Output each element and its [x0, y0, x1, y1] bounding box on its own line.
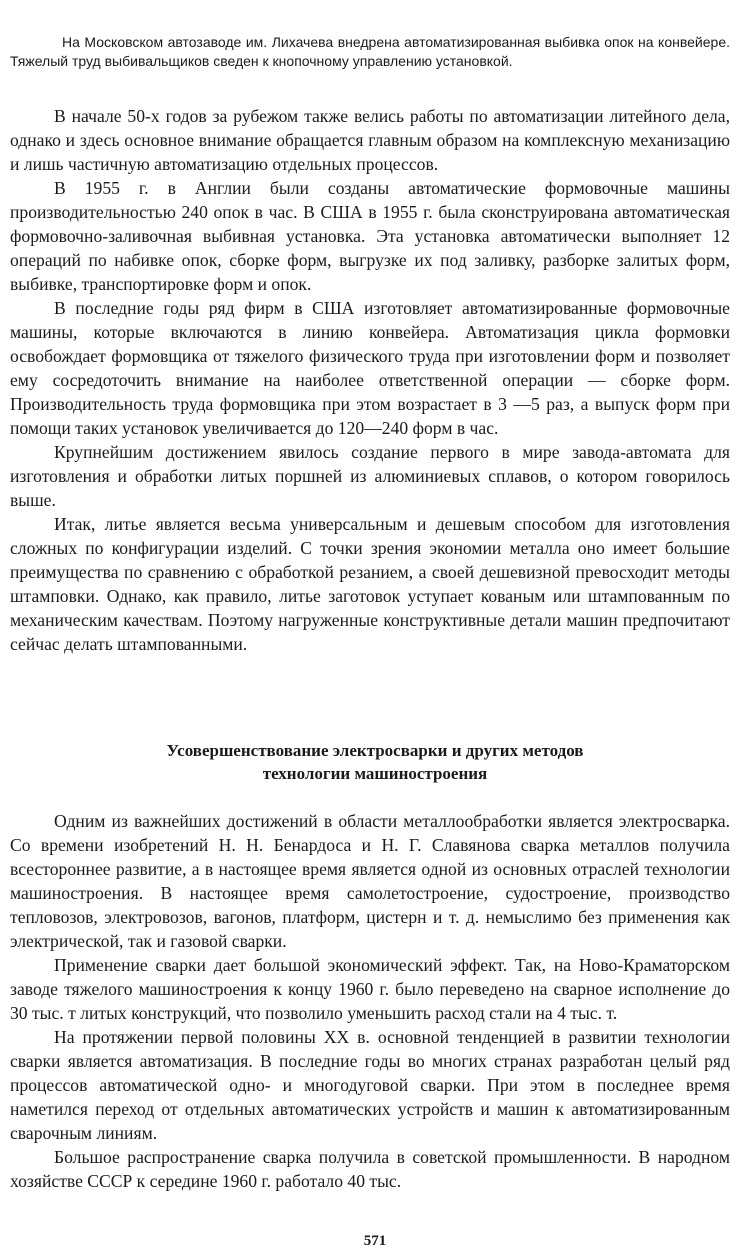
paragraph: В последние годы ряд фирм в США изготовляет автоматизированные формовочные машины, которые включаются в линию конвейера. Автоматизация цикла формовки освобождает формовщика от тяжелого физического труда при изготовлении форм и позволяет ему сосредоточить внимание на наиболее ответственной операции — сборке форм. Производительность труда формовщика при этом возрастает в 3 —5 раз, а выпуск форм при помощи таких установок увеличивается до 120—240 форм в час.	[10, 298, 730, 438]
paragraph: Итак, литье является весьма универсальным и дешевым способом для изготовления сложных по конфигурации изделий. С точки зрения экономии металла оно имеет большие преимущества по сравнению с обработкой резанием, а своей дешевизной превосходит методы штамповки. Однако, как правило, литье заготовок уступает кованым или штампованным по механическим качествам. Поэтому нагруженные конструктивные детали машин предпочитают сейчас делать штампованными.	[10, 514, 730, 654]
figure-caption: На Московском автозаводе им. Лихачева внедрена автоматизированная выбивка опок на конвейере. Тяжелый труд выбивальщиков сведен к кнопочному управлению установкой.	[10, 34, 730, 69]
section-casting-automation	[10, 104, 730, 656]
page-number: 571	[363, 1233, 387, 1249]
paragraph: Большое распространение сварка получила в советской промышленности. В народном хозяйстве СССР к середине 1960 г. работало 40 тыс.	[10, 1147, 730, 1191]
paragraph: На протяжении первой половины XX в. основной тенденцией в развитии технологии сварки является автоматизация. В последние годы во многих странах разработан целый ряд процессов автоматической одно- и многодуговой сварки. При этом в последнее время наметился переход от отдельных автоматических устройств и машин к автоматизированным сварочным линиям.	[10, 1027, 730, 1143]
paragraph: Одним из важнейших достижений в области металлообработки является электросварка. Со времени изобретений Н. Н. Бенардоса и Н. Г. Славянова сварка металлов получила всестороннее развитие, а в настоящее время является одной из основных отраслей технологии машиностроения. В настоящее время самолетостроение, судостроение, производство тепловозов, электровозов, вагонов, платформ, цистерн и т. д. немыслимо без применения как электрической, так и газовой сварки.	[10, 811, 730, 951]
section-heading-line: технологии машиностроения	[262, 764, 488, 783]
paragraph: Крупнейшим достижением явилось создание первого в мире завода-автомата для изготовления и обработки литых поршней из алюминиевых сплавов, о котором говорилось выше.	[10, 442, 730, 510]
paragraph: В начале 50-х годов за рубежом также велись работы по автоматизации литейного дела, однако и здесь основное внимание обращается главным образом на комплексную механизацию и лишь частичную автоматизацию отдельных процессов.	[10, 106, 730, 174]
paragraph: Применение сварки дает большой экономический эффект. Так, на Ново-Краматорском заводе тяжелого машиностроения к концу 1960 г. было переведено на сварное исполнение до 30 тыс. т литых конструкций, что позволило уменьшить расход стали на 4 тыс. т.	[10, 955, 730, 1023]
paragraph: В 1955 г. в Англии были созданы автоматические формовочные машины производительностью 240 опок в час. В США в 1955 г. была сконструирована автоматическая формовочно-заливочная выбивная установка. Эта установка автоматически выполняет 12 операций по набивке опок, сборке форм, выгрузке их под заливку, разборке залитых форм, выбивке, транспортировке форм и опок.	[10, 178, 730, 294]
section-heading-line: Усовершенствование электросварки и других методов	[166, 741, 584, 760]
section-welding	[10, 809, 730, 1193]
section-heading	[80, 739, 670, 785]
